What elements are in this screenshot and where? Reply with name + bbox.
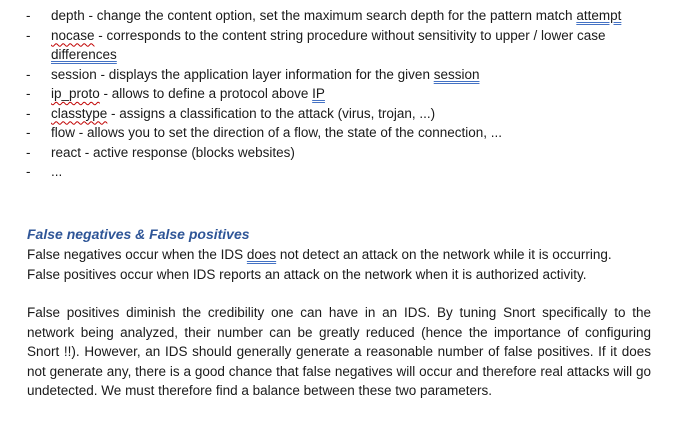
list-dash: -: [26, 86, 31, 101]
list-dash: -: [26, 105, 31, 121]
false-positives-paragraph: False positives diminish the credibility one can have in an IDS. By tuning Snort specifically to the network being analyzed, their number can be greatly reduced (hence the importance of configuring Snort !!). However, an IDS should generally generate a reasonable number of false positives. If it does not generate any, there is a good chance that false negatives will occur and therefore real attacks will go undetected. We must therefore find a balance between these two parameters.: [27, 305, 651, 398]
list-item: - nocase - corresponds to the content string procedure without sensitivity to upper / lower case differences: [26, 26, 666, 65]
list-item: - ip_proto - allows to define a protocol above IP: [26, 84, 666, 104]
list-dash: -: [26, 144, 31, 160]
grammar-flag: does: [246, 247, 277, 262]
grammar-flag: attempt: [576, 8, 622, 23]
option-bullet-list: [26, 6, 666, 182]
list-item: - react - active response (blocks websites): [26, 143, 666, 163]
list-dash: -: [26, 125, 31, 140]
spelling-flag: nocase: [51, 27, 95, 43]
spelling-flag: ip_proto: [51, 86, 100, 101]
list-item: - session - displays the application layer information for the given session: [26, 65, 666, 85]
list-item: - depth - change the content option, set the maximum search depth for the pattern match attempt: [26, 6, 666, 26]
spelling-flag: classtype: [51, 105, 108, 121]
list-item: - classtype - assigns a classification to the attack (virus, trojan, ...): [26, 104, 666, 124]
list-dash: -: [26, 8, 31, 23]
grammar-flag: differences: [51, 47, 117, 62]
list-dash: -: [26, 27, 31, 43]
list-dash: -: [26, 66, 31, 82]
false-negatives-paragraph: False negatives occur when the IDS does not detect an attack on the network while it is occurring. False positives occur when IDS reports an attack on the network when it is authorized activity.: [27, 247, 612, 282]
list-item: - flow - allows you to set the direction of a flow, the state of the connection, ...: [26, 123, 666, 143]
list-dash: -: [26, 164, 31, 179]
grammar-flag: IP: [312, 86, 325, 101]
grammar-flag: session: [433, 66, 480, 82]
section-heading: False negatives & False positives: [27, 226, 250, 242]
list-item: - ...: [26, 162, 666, 182]
